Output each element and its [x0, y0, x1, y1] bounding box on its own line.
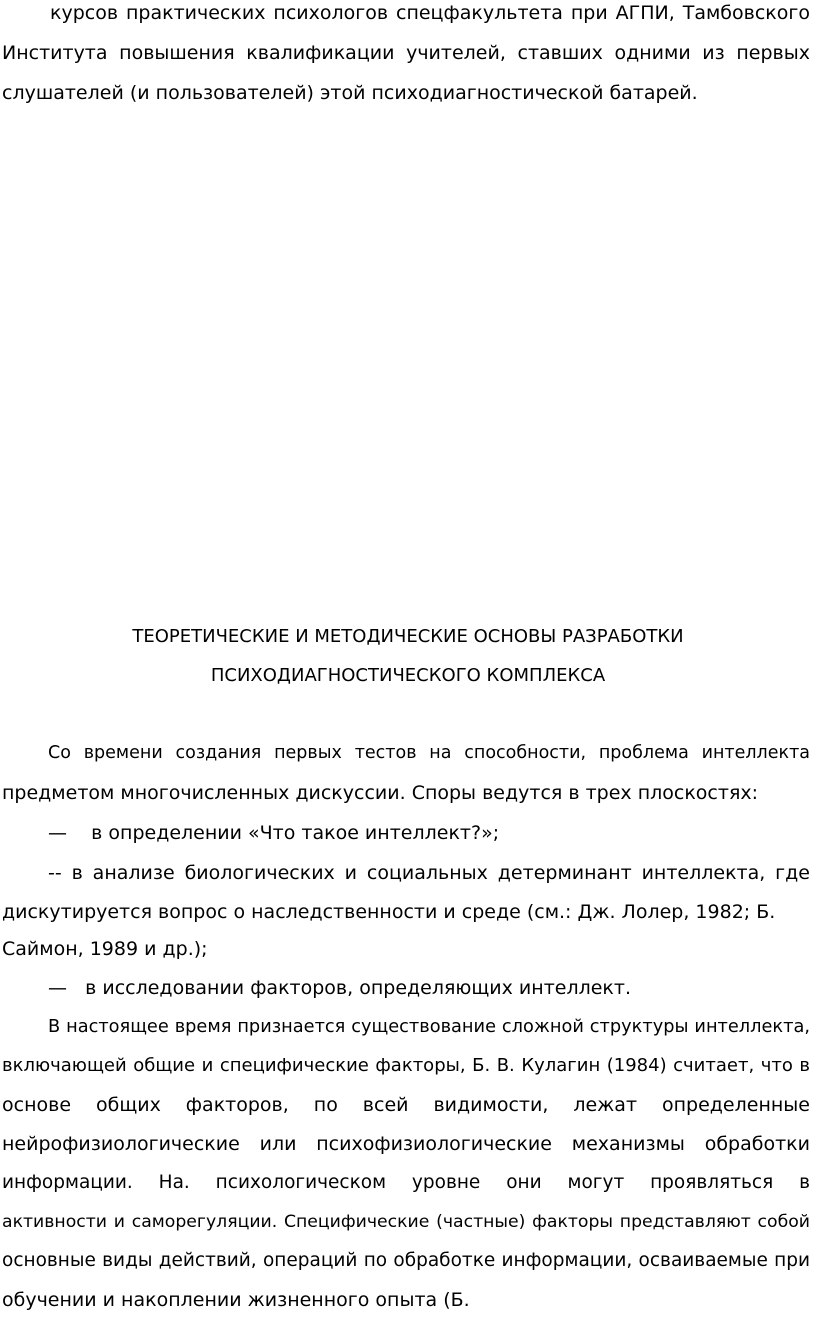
- body-line-13: активности и саморегуляции. Специфические (частные) факторы представляют собой: [2, 1212, 810, 1232]
- body-line-9: включающей общие и специфические факторы, Б. В. Кулагин (1984) считает, что в: [2, 1055, 810, 1076]
- intro-line-1: курсов практических психологов спецфакультета при АГПИ, Тамбовского: [50, 2, 810, 24]
- body-line-10: основе общих факторов, по всей видимости, лежат определенные: [2, 1094, 810, 1116]
- body-line-12: информации. На. психологическом уровне они могут проявляться в: [2, 1172, 810, 1193]
- body-line-4: -- в анализе биологических и социальных детерминант интеллекта, где: [48, 862, 810, 884]
- section-heading-line-2: ПСИХОДИАГНОСТИЧЕСКОГО КОМПЛЕКСА: [210, 665, 606, 686]
- body-line-15: обучении и накоплении жизненного опыта (Б.: [2, 1289, 470, 1311]
- section-heading-line-1: ТЕОРЕТИЧЕСКИЕ И МЕТОДИЧЕСКИЕ ОСНОВЫ РАЗРАБОТКИ: [132, 626, 684, 647]
- body-line-14: основные виды действий, операций по обработке информации, осваиваемые при: [2, 1250, 810, 1271]
- body-line-6: Саймон, 1989 и др.);: [2, 938, 208, 960]
- body-line-7: — в исследовании факторов, определяющих интеллект.: [48, 977, 632, 999]
- body-line-3: — в определении «Что такое интеллект?»;: [48, 822, 500, 844]
- intro-line-3: слушателей (и пользователей) этой психодиагностической батарей.: [2, 82, 698, 104]
- body-line-2: предметом многочисленных дискуссии. Споры ведутся в трех плоскостях:: [2, 782, 759, 804]
- intro-line-2: Института повышения квалификации учителей, ставших одними из первых: [2, 42, 810, 64]
- body-line-5: дискутируется вопрос о наследственности и среде (см.: Дж. Лолер, 1982; Б.: [2, 901, 776, 923]
- body-line-8: В настоящее время признается существование сложной структуры интеллекта,: [48, 1017, 810, 1037]
- body-line-1: Со времени создания первых тестов на способности, проблема интеллекта: [48, 743, 810, 763]
- body-line-11: нейрофизиологические или психофизиологические механизмы обработки: [2, 1133, 810, 1155]
